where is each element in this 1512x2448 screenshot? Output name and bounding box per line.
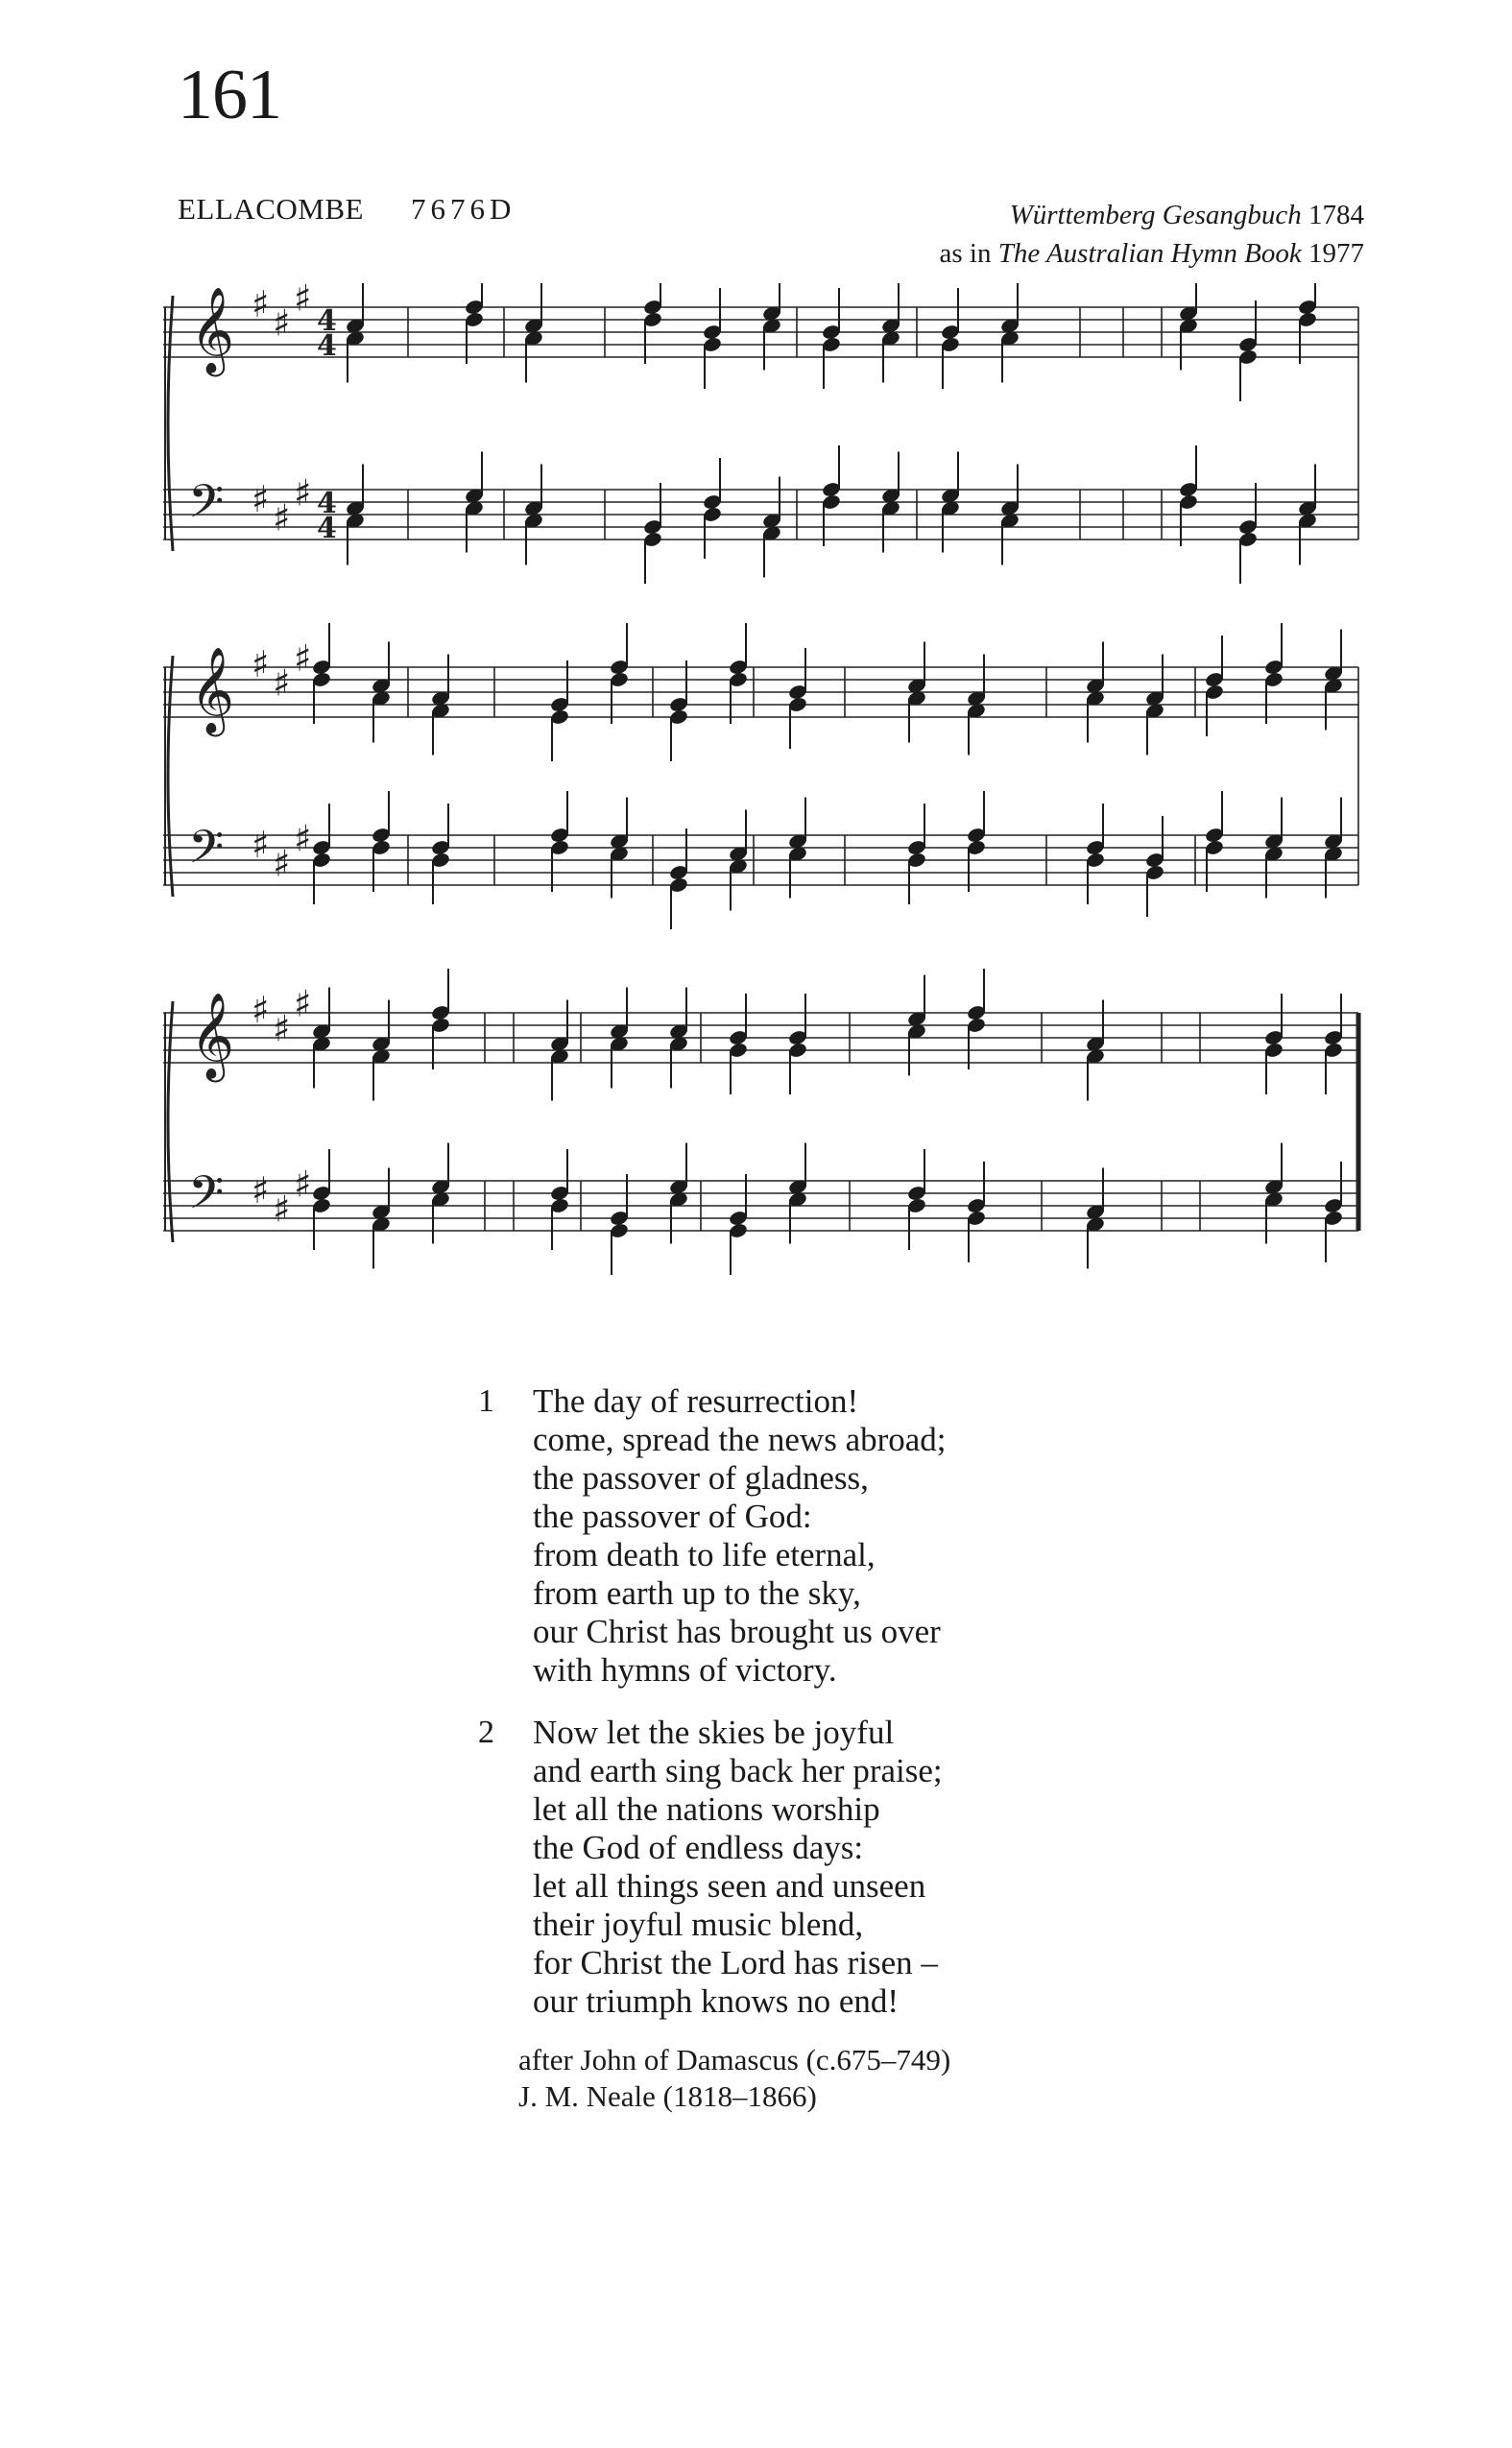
source-year: 1784 [1301, 200, 1364, 230]
hymn-number: 161 [178, 56, 281, 134]
verse-line: let all the nations worship [533, 1790, 880, 1828]
sharp-sign: ♯ [294, 283, 312, 320]
sharp-sign: ♯ [252, 643, 270, 685]
verse-line: from death to life eternal, [533, 1536, 876, 1573]
system-brace [168, 296, 173, 551]
verse-line: the passover of God: [533, 1498, 812, 1535]
sharp-sign: ♯ [273, 1007, 291, 1050]
hymn-book-year: 1977 [1301, 238, 1364, 269]
music-score [163, 283, 1373, 1310]
source-line-1 [940, 196, 1365, 234]
sharp-sign: ♯ [273, 496, 291, 540]
sharp-sign: ♯ [294, 982, 312, 1025]
treble-time-signature-top: 4 [317, 304, 337, 338]
tune-name: ELLACOMBE [178, 192, 364, 226]
verse-line: the passover of gladness, [533, 1459, 869, 1497]
credit-author: after John of Damascus (c.675–749) [518, 2043, 951, 2076]
verse-line: with hymns of victory. [533, 1651, 837, 1689]
sharp-sign: ♯ [273, 842, 291, 885]
verse-line: The day of resurrection! [533, 1382, 859, 1420]
verse-line: Now let the skies be joyful [533, 1714, 895, 1751]
source-book: Württemberg Gesangbuch [1009, 200, 1302, 230]
sharp-sign: ♯ [252, 989, 270, 1031]
sharp-sign: ♯ [294, 817, 312, 860]
sharp-sign: ♯ [294, 471, 312, 515]
verse-line: let all things seen and unseen [533, 1867, 926, 1905]
verse-2 [478, 1714, 943, 2021]
system-3 [163, 969, 1358, 1275]
sharp-sign: ♯ [252, 824, 270, 866]
verse-line: for Christ the Lord has risen – [533, 1944, 938, 1981]
sharp-sign: ♯ [252, 1169, 270, 1212]
sharp-sign: ♯ [294, 636, 312, 680]
text-credits [518, 2042, 950, 2115]
verse-line: come, spread the news abroad; [533, 1421, 947, 1458]
verse-line: from earth up to the sky, [533, 1574, 861, 1612]
credit-translator: J. M. Neale (1818–1866) [518, 2079, 817, 2113]
verse-line: the God of endless days: [533, 1829, 864, 1866]
source-line-2 [940, 234, 1365, 273]
treble-clef: 𝄞 [190, 287, 235, 373]
sharp-sign: ♯ [294, 1163, 312, 1206]
sharp-sign: ♯ [273, 1188, 291, 1231]
treble-clef: 𝄞 [190, 993, 235, 1079]
sharp-sign: ♯ [273, 301, 291, 345]
verse-line: our triumph knows no end! [533, 1982, 900, 2020]
treble-time-signature-bottom: 4 [317, 329, 337, 363]
hymn-book: The Australian Hymn Book [997, 238, 1302, 269]
bass-clef: 𝄢 [188, 474, 225, 540]
verse-line: and earth sing back her praise; [533, 1752, 943, 1789]
bass-time-signature-bottom: 4 [317, 512, 337, 545]
bass-clef: 𝄢 [188, 1165, 225, 1231]
treble-clef: 𝄞 [190, 647, 235, 733]
sharp-sign: ♯ [252, 283, 270, 325]
verse-lines [533, 1382, 947, 1690]
system-1 [163, 283, 1358, 584]
sharp-sign: ♯ [273, 661, 291, 705]
verse-line: our Christ has brought us over [533, 1613, 941, 1650]
source-prefix: as in [939, 238, 998, 269]
verse-1 [478, 1382, 947, 1690]
verse-number: 1 [478, 1383, 494, 1419]
verse-lines [533, 1714, 943, 2021]
tune-source [940, 196, 1365, 273]
bass-time-signature-top: 4 [317, 487, 337, 520]
sharp-sign: ♯ [252, 478, 270, 520]
system-2 [163, 623, 1358, 929]
meter: 7676D [411, 192, 516, 226]
bass-clef: 𝄢 [188, 820, 225, 885]
verse-line: their joyful music blend, [533, 1906, 864, 1943]
verse-number: 2 [478, 1715, 494, 1750]
